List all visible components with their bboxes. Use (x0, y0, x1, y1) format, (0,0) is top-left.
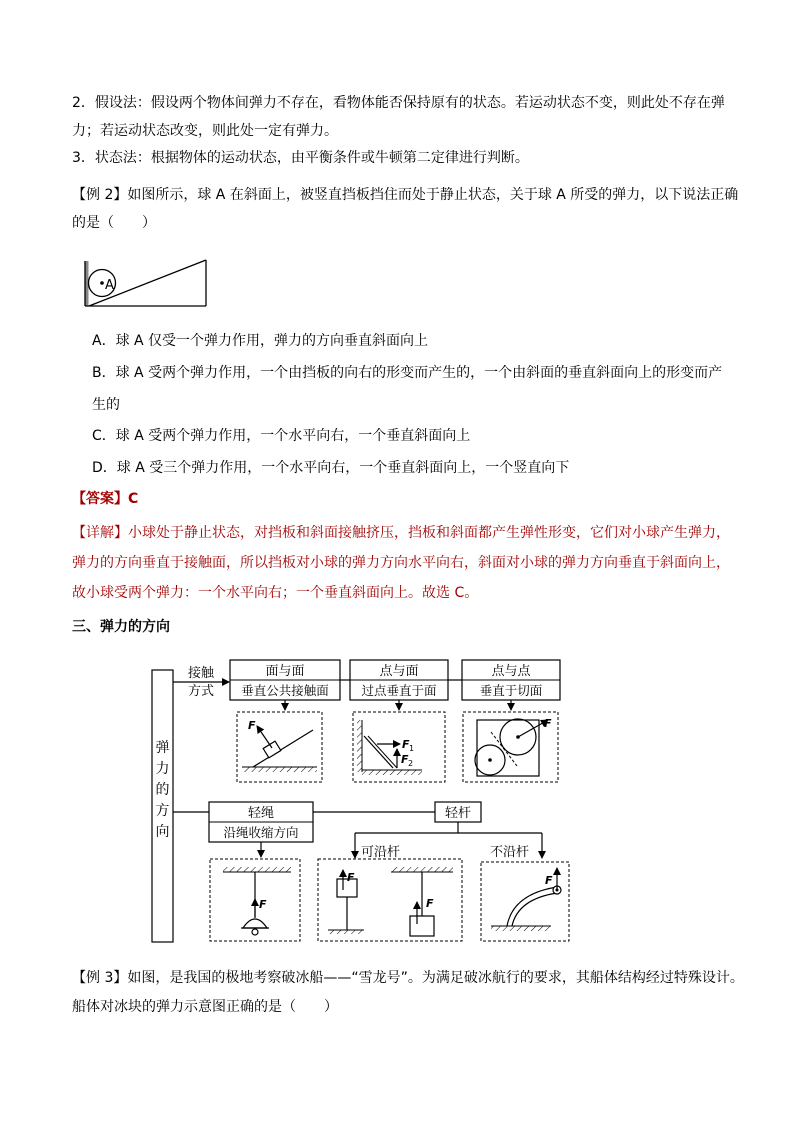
main-label-char-1: 弹 (155, 740, 170, 756)
rope-lamp-illustration (210, 859, 300, 941)
force-label-f2: F (401, 753, 409, 766)
example-3-question-line-2: 船体对冰块的弹力示意图正确的是（ ） (72, 999, 338, 1015)
answer: 【答案】C (72, 491, 139, 507)
force-label-1: F (248, 719, 256, 732)
surface-surface-title: 面与面 (265, 664, 305, 679)
elastic-force-direction-diagram (145, 652, 575, 947)
method-2-line-2: 力；若运动状态改变，则此处一定有弹力。 (72, 123, 338, 139)
rod-not-along-illustration (481, 862, 569, 941)
contact-label-1: 接触 (188, 666, 215, 681)
not-along-rod-label: 不沿杆 (490, 845, 530, 860)
point-surface-title: 点与面 (379, 664, 419, 679)
point-point-illustration (463, 712, 558, 782)
rod-along-illustration (318, 859, 462, 941)
ball-label: A (105, 278, 114, 293)
main-label-char-2: 力 (155, 761, 170, 777)
section-title: 三、弹力的方向 (72, 619, 170, 635)
point-point-title: 点与点 (491, 664, 531, 679)
method-2-line-1: 2．假设法：假设两个物体间弹力不存在，看物体能否保持原有的状态。若运动状态不变，则此处不存在弹 (72, 95, 725, 111)
force-label-f2-sub: 2 (408, 759, 414, 768)
force-label-rod-3: F (545, 874, 553, 887)
light-rope-title: 轻绳 (247, 806, 275, 821)
light-rod-title: 轻杆 (444, 806, 472, 821)
example-2-question-line-2: 的是（ ） (72, 215, 156, 231)
surface-surface-illustration (237, 712, 322, 782)
main-label-char-3: 的 (155, 782, 170, 798)
option-a: A．球 A 仅受一个弹力作用，弹力的方向垂直斜面向上 (92, 333, 429, 349)
main-label-char-5: 向 (155, 824, 170, 840)
point-surface-illustration (353, 712, 445, 782)
force-label-rod-1: F (347, 871, 355, 884)
force-label-rod-2: F (426, 897, 434, 910)
point-point-desc: 垂直于切面 (479, 683, 543, 698)
method-3: 3．状态法：根据物体的运动状态，由平衡条件或牛顿第二定律进行判断。 (72, 150, 529, 166)
example-3-question-line-1: 【例 3】如图，是我国的极地考察破冰船——“雪龙号”。为满足破冰航行的要求，其船体结构经过特殊设计。 (72, 970, 744, 986)
option-d: D．球 A 受三个弹力作用，一个水平向右，一个垂直斜面向上，一个竖直向下 (92, 460, 570, 476)
force-label-3: F (544, 717, 552, 730)
contact-label-2: 方式 (188, 684, 215, 699)
force-label-rope: F (259, 898, 267, 911)
along-rod-label: 可沿杆 (361, 845, 401, 860)
ball-incline-figure (80, 255, 212, 311)
force-label-f1-sub: 1 (409, 744, 415, 753)
point-surface-desc: 过点垂直于面 (361, 683, 437, 698)
option-b-line-1: B．球 A 受两个弹力作用，一个由挡板的向右的形变而产生的，一个由斜面的垂直斜面向上的形变而产 (92, 365, 723, 381)
force-label-f1: F (402, 738, 410, 751)
main-label-char-4: 方 (155, 803, 170, 819)
detail-line-2: 弹力的方向垂直于接触面，所以挡板对小球的弹力方向水平向右，斜面对小球的弹力方向垂直于斜面向上， (72, 555, 730, 571)
example-2-question-line-1: 【例 2】如图所示，球 A 在斜面上，被竖直挡板挡住而处于静止状态，关于球 A 所受的弹力，以下说法正确 (72, 187, 739, 203)
light-rope-desc: 沿绳收缩方向 (223, 825, 299, 840)
option-b-line-2: 生的 (92, 397, 120, 413)
detail-line-1: 【详解】小球处于静止状态，对挡板和斜面接触挤压，挡板和斜面都产生弹性形变，它们对小球产生弹力， (72, 525, 730, 541)
surface-surface-desc: 垂直公共接触面 (241, 683, 329, 698)
detail-line-3: 故小球受两个弹力：一个水平向右；一个垂直斜面向上。故选 C。 (72, 585, 479, 601)
option-c: C．球 A 受两个弹力作用，一个水平向右，一个垂直斜面向上 (92, 428, 471, 444)
